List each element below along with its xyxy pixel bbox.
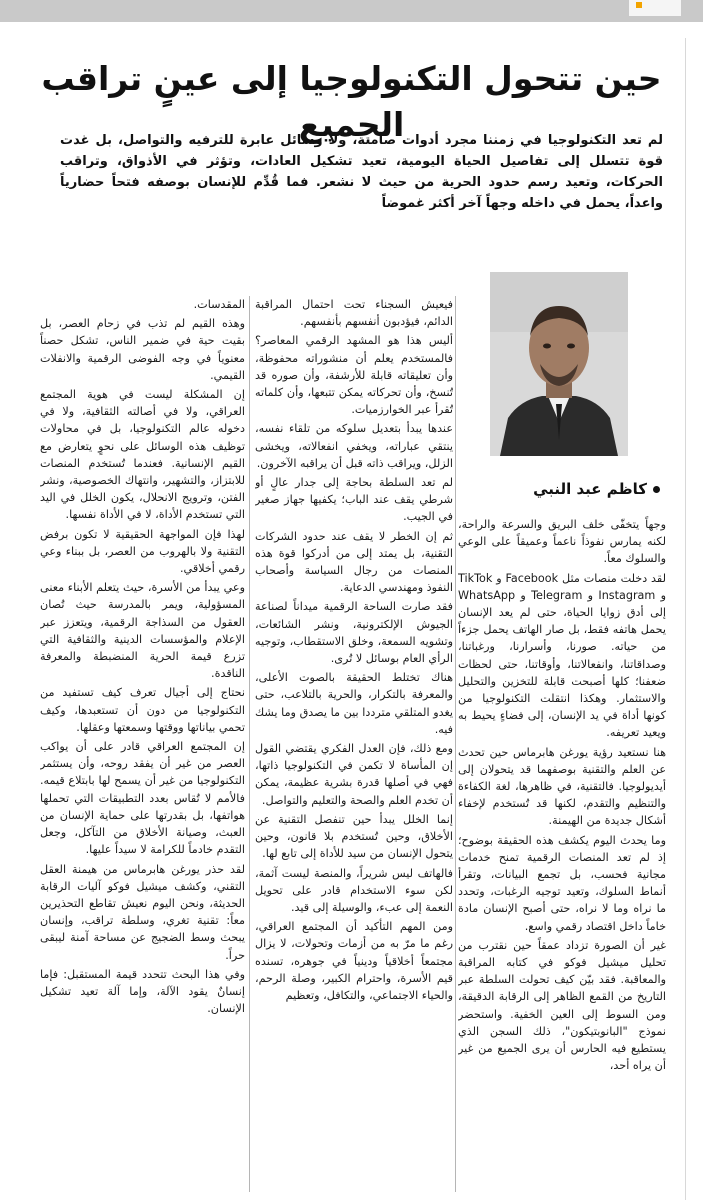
author-byline <box>470 480 660 498</box>
paragraph: لقد حذر يورغن هابرماس من هيمنة العقل التقني، وكشف ميشيل فوكو آليات الرقابة الحديثة، ونحن اليوم نعيش تقاطع التحذيرين معاً: تقنية تغري، وسلطة تراقب، وإنسان يبحث وسط الضجيج عن مساحة آمنة ليبقى حراً. <box>40 862 245 962</box>
paragraph: إنما الخلل يبدأ حين تنفصل التقنية عن الأخلاق، وحين تُستخدم بلا قانون، وحين يتحول الإنسان من سيد للأداة إلى تابع لها. <box>255 812 453 861</box>
top-tab[interactable] <box>629 0 681 16</box>
paragraph: ومن المهم التأكيد أن المجتمع العراقي، رغم ما مرّ به من أزمات وتحولات، لا يزال مجتمعاً أخلاقياً ودينياً في جوهره، تسنده قيم الأسرة، واحترام الكبير، وصلة الرحم، والحياء الاجتماعي، والتكافل، وتعظيم <box>255 920 453 1002</box>
paragraph: وفي هذا البحث تتحدد قيمة المستقبل: فإما إنسانٌ يقود الآلة، وإما آلة تعيد تشكيل الإنسان. <box>40 967 245 1016</box>
top-toolbar-strip <box>0 0 703 22</box>
paragraph: وعي يبدأ من الأسرة، حيث يتعلم الأبناء معنى المسؤولية، ويمر بالمدرسة حيث تُصان العقول من السذاجة الرقمية، ويتعزز عبر الإعلام والمؤسسات الدينية والثقافية التي تزرع قيمة الحرية المنضبطة والمعرفة الناقدة. <box>40 581 245 681</box>
orange-marker-icon <box>636 2 642 8</box>
paragraph: ثم إن الخطر لا يقف عند حدود الشركات التقنية، بل يمتد إلى من أدركوا قوة هذه المنصات من رجال السياسة وأصحاب النفوذ ومهندسي الدعاية. <box>255 529 453 595</box>
paragraph: عندها يبدأ بتعديل سلوكه من تلقاء نفسه، ينتقي عباراته، ويخفي انفعالاته، ويخشى الزلل، ويراقب ذاته قبل أن يراقبه الآخرون. <box>255 422 453 470</box>
author-name: كاظم عبد النبي <box>533 480 647 498</box>
paragraph: غير أن الصورة تزداد عمقاً حين نقترب من تحليل ميشيل فوكو في كتابه المراقبة والمعاقبة. فقد بيّن كيف تحولت السلطة عبر التاريخ من القمع الظاهر إلى الرقابة الدقيقة، ومن السوط إلى العين الخفية. واستحضر نموذج "البانوبتيكون"، ذلك السجن الذي يستطيع فيه الحارس أن يرى الجميع من غير أن يراه أحد، <box>458 938 666 1073</box>
paragraph: المقدسات. <box>193 298 245 311</box>
paragraph: أليس هذا هو المشهد الرقمي المعاصر؟ فالمستخدم يعلم أن منشوراته محفوظة، وأن تعليقاته قابلة للأرشفة، وأن صوره قد تُنسخ، وأن تحركاته يمكن تتبعها، وأن كلماته تُقرأ عبر الخوارزميات. <box>255 334 453 417</box>
article-column-right <box>458 516 666 1192</box>
paragraph: لقد دخلت منصات مثل Facebook و TikTok و Instagram و Telegram و WhatsApp إلى أدق زوايا الحياة، حتى لم يعد الإنسان يحمل هاتفه فقط، بل صار الهاتف يحمل جزءاً من حياته. صورنا، وأسرارنا، ورغباتنا، وصداقاتنا، وانفعالاتنا، وأوقاتنا، حتى لحظات ضعفنا؛ كلها أصبحت قابلة للتخزين والتحليل والاستثمار. وهكذا انتقلت التكنولوجيا من كونها أداة في يد الإنسان، إلى فضاءٍ يحيط به ويعيد تعريفه. <box>458 571 666 740</box>
paragraph: وهذه القيم لم تذب في زحام العصر، بل بقيت حية في ضمير الناس، تشكل حصناً معنوياً في وجه الفوضى الرقمية والانفلات القيمي. <box>40 317 245 382</box>
paragraph: لهذا فإن المواجهة الحقيقية لا تكون برفض التقنية ولا بالهروب من العصر، بل ببناء وعي رقمي أخلاقي. <box>40 527 245 576</box>
bullet-icon <box>653 486 660 493</box>
author-photo <box>490 272 628 456</box>
paragraph: نحتاج إلى أجيال تعرف كيف تستفيد من التكنولوجيا من دون أن تستعبدها، وكيف تحمي بياناتها ووقتها وسمعتها وعقلها. <box>40 686 245 734</box>
paragraph: هنا نستعيد رؤية يورغن هابرماس حين تحدث عن العلم والتقنية بوصفهما قد يتحولان إلى أيديولوجيا. فالتقنية، في ظاهرها، لغة الكفاءة والتنظيم والتقدم، لكنها قد تُستخدم لإخفاء أشكال جديدة من الهيمنة. <box>458 745 666 828</box>
article-headline: حين تتحول التكنولوجيا إلى عينٍ تراقب الجميع <box>41 59 662 144</box>
column-divider-left <box>249 296 250 1192</box>
author-portrait-icon <box>490 272 628 456</box>
article-column-middle <box>255 296 453 1192</box>
paragraph: إن المشكلة ليست في هوية المجتمع العراقي، ولا في أصالته الثقافية، ولا في دخوله عالم التكنولوجيا، بل في محاولات توظيف هذه الوسائل على نحوٍ يتعارض مع القيم الإنسانية. فعندما تُستخدم المنصات للابتزاز، والتشهير، وانتهاك الخصوصية، ونشر الفتن، وترويج الانحلال، يكون الخلل في اليد التي تستخدم الأداة، لا في الأداة نفسها. <box>40 388 245 522</box>
article-intro: لم تعد التكنولوجيا في زمننا مجرد أدوات صامتة، ولا وسائل عابرة للترفيه والتواصل، بل غدت قوة تتسلل إلى تفاصيل الحياة اليومية، تعيد تشكيل العادات، وتؤثر في الأذواق، وتراقب الحركات، وتعيد رسم حدود الحرية من حيث لا نشعر. فما قُدِّم للإنسان بوصفه فتحاً حضارياً واعداً، يحمل في داخله وجهاً آخر أكثر غموضاً <box>60 133 663 211</box>
paragraph: هناك تختلط الحقيقة بالصوت الأعلى، والمعرفة بالتكرار، والحرية بالتلاعب، حتى يغدو المتلقي مترددا بين ما يصدق وما يشك فيه. <box>255 671 453 736</box>
paragraph: لم تعد السلطة بحاجة إلى جدار عالٍ أو شرطي يقف عند الباب؛ يكفيها جهاز صغير في الجيب. <box>255 476 453 524</box>
paragraph: وجهاً يتخفّى خلف البريق والسرعة والراحة، لكنه يمارس نفوذاً ناعماً وعميقاً على الوعي والسلوك معاً. <box>458 518 666 566</box>
paragraph: وما يحدث اليوم يكشف هذه الحقيقة بوضوح؛ إذ لم تعد المنصات الرقمية تمنح خدمات مجانية فحسب، بل تجمع البيانات، وتقرأ أنماط السلوك، وتعيد توجيه الرغبات، وتحدد ما نراه وما لا نراه، حتى أصبح الإنسان مادة خاماً داخل اقتصاد رقمي واسع. <box>458 833 666 933</box>
paragraph: فالهاتف ليس شريراً، والمنصة ليست آثمة، لكن سوء الاستخدام قادر على تحويل النعمة إلى عبء، والوسيلة إلى قيد. <box>255 866 453 914</box>
article-column-left <box>40 296 245 1192</box>
column-divider-right <box>455 296 456 1192</box>
paragraph: فقد صارت الساحة الرقمية ميداناً لصناعة الجيوش الإلكترونية، ونشر الشائعات، وتشويه السمعة، وخلق الاستقطاب، وتوجيه الرأي العام بوسائل لا تُرى. <box>255 600 453 666</box>
paragraph: فيعيش السجناء تحت احتمال المراقبة الدائم، فيؤدبون أنفسهم بأنفسهم. <box>255 298 453 329</box>
paragraph: إن المجتمع العراقي قادر على أن يواكب العصر من غير أن يفقد روحه، وأن يستثمر التكنولوجيا من غير أن يسمح لها بابتلاع قيمه. فالأمم لا تُقاس بعدد التطبيقات التي تحملها هواتفها، بل بقدرتها على حماية الإنسان من العبث، وصيانة الأخلاق من التآكل، وجعل التقدم خادماً للكرامة لا سيداً عليها. <box>40 740 245 857</box>
paragraph: ومع ذلك، فإن العدل الفكري يقتضي القول إن المأساة لا تكمن في التكنولوجيا ذاتها، فهي في أصلها قدرة بشرية عظيمة، يمكن أن تخدم العلم والصحة والتعليم والتواصل. <box>255 742 453 807</box>
